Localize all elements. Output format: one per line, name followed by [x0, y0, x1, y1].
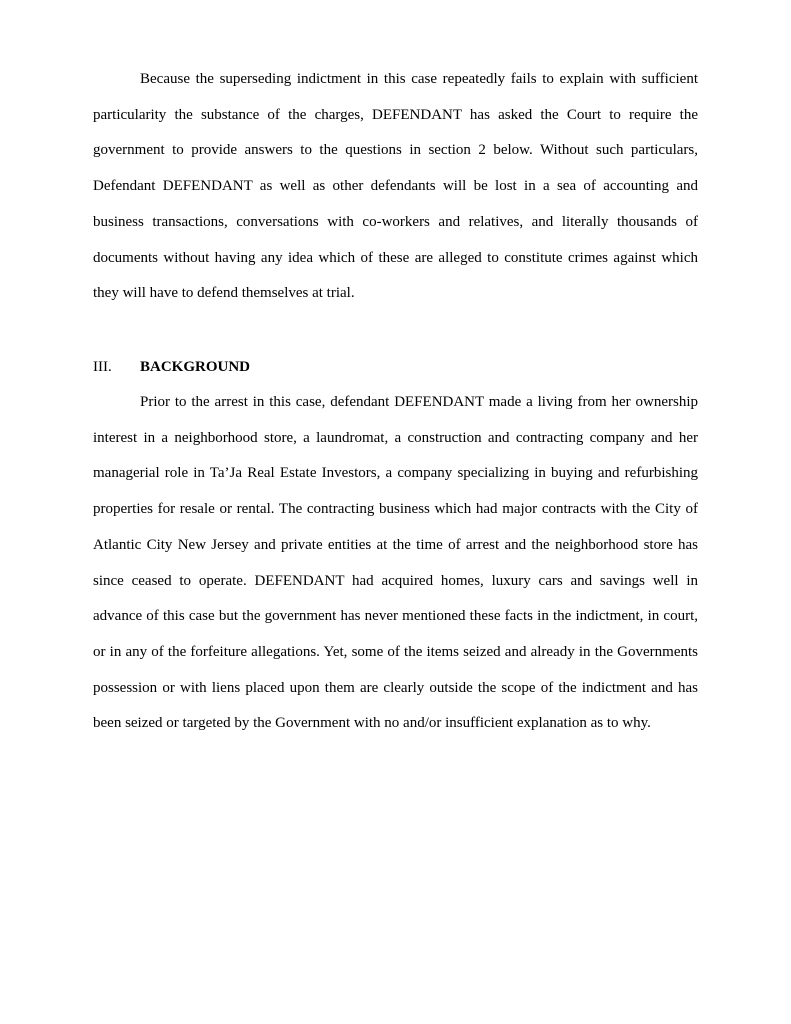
paragraph-introduction-text: Because the superseding indictment in this case repeatedly fails to explain with sufficient particularity the substance of the charges, DEFENDANT has asked the Court to require the government to provide answers to the questions in section 2 below. Without such particulars, Defendant DEFENDANT as well as other defendants will be lost in a sea of accounting and business transactions, conversations with co-workers and relatives, and literally thousands of documents without having any idea which of these are alleged to constitute crimes against which they will have to defend themselves at trial.: [93, 71, 698, 302]
paragraph-introduction: [93, 62, 698, 312]
paragraph-background-text: Prior to the arrest in this case, defendant DEFENDANT made a living from her ownership interest in a neighborhood store, a laundromat, a construction and contracting company and her managerial role in Ta’Ja Real Estate Investors, a company specializing in buying and refurbishing properties for resale or rental. The contracting business which had major contracts with the City of Atlantic City New Jersey and private entities at the time of arrest and the neighborhood store has since ceased to operate. DEFENDANT had acquired homes, luxury cars and savings well in advance of this case but the government has never mentioned these facts in the indictment, in court, or in any of the forfeiture allegations. Yet, some of the items seized and already in the Governments possession or with liens placed upon them are clearly outside the scope of the indictment and has been seized or targeted by the Government with no and/or insufficient explanation as to why.: [93, 394, 698, 732]
section-title: BACKGROUND: [140, 359, 251, 375]
section-heading: [93, 356, 250, 378]
section-number: III.: [93, 359, 112, 375]
paragraph-background: [93, 385, 698, 742]
